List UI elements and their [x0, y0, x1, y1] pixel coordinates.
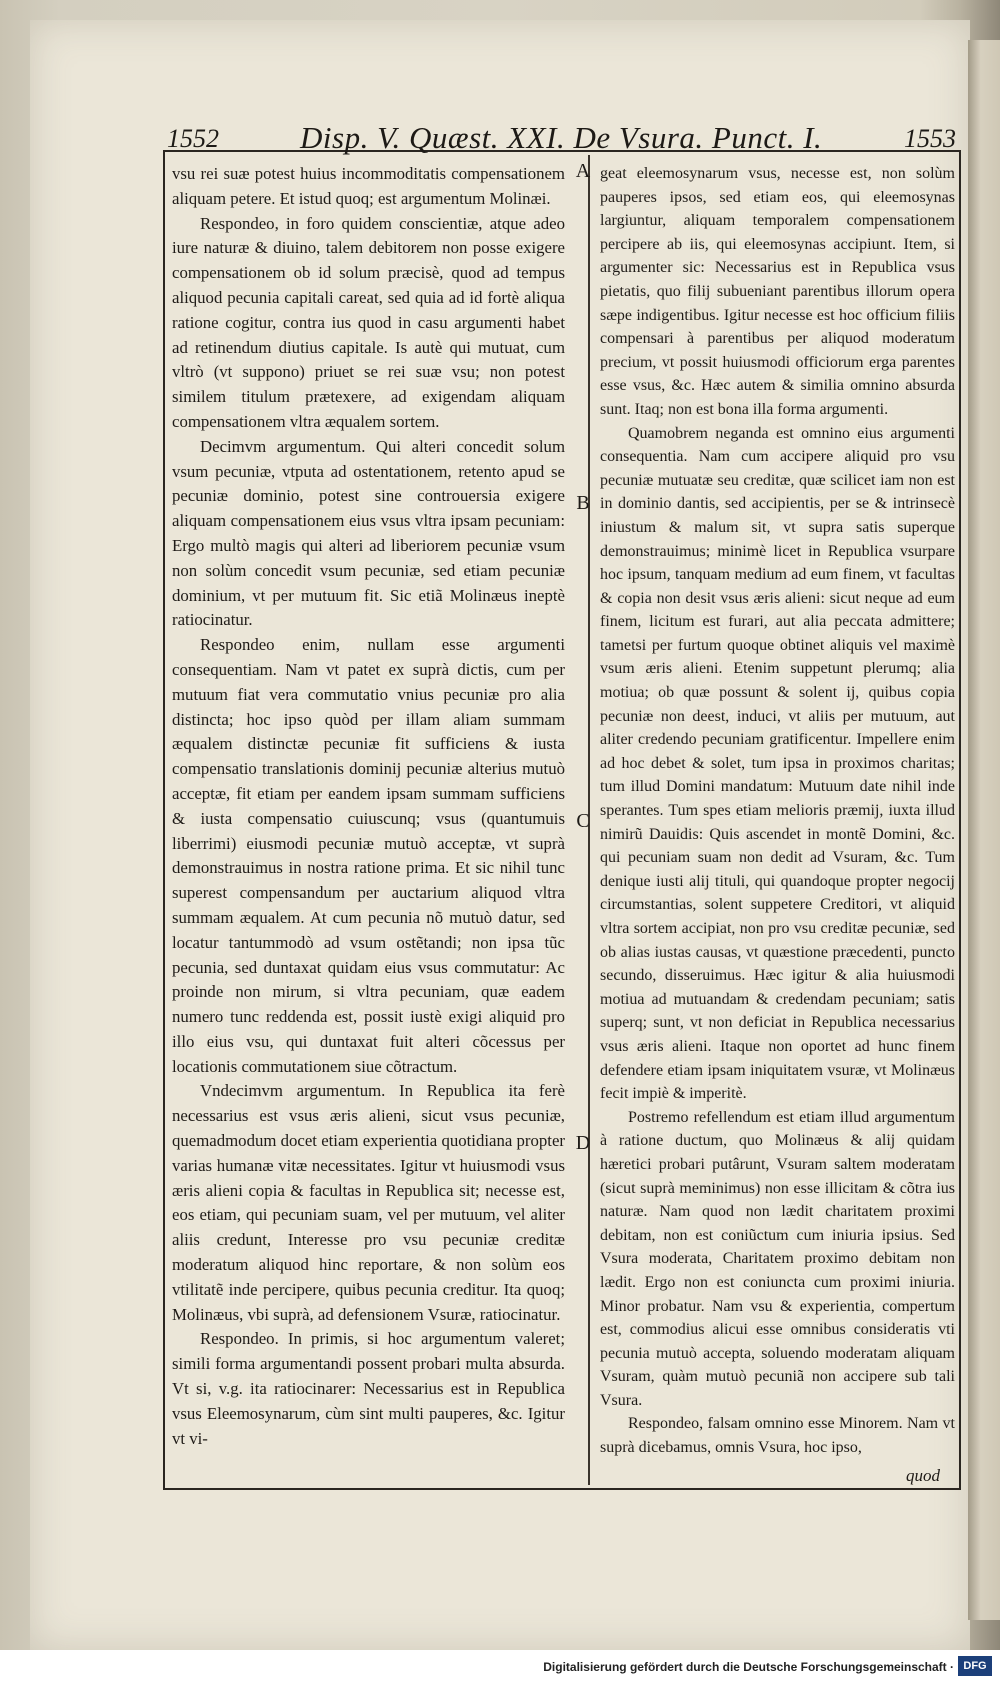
page-number-right: 1553	[904, 124, 956, 153]
margin-letter-a: A	[575, 160, 591, 182]
paragraph: Respondeo. In primis, si hoc argumentum valeret; simili forma argumentandi possent probari multa absurda. Vt si, v.g. ita ratiocinarer: Necessarius est in Republica vsus Eleemosynarum, cùm sint multi pauperes, &c. Igitur vt vi-	[172, 1329, 565, 1448]
paragraph: Vndecimvm argumentum. In Republica ita ferè necessarius est vsus æris alieni, sicut vsus pecuniæ, quemadmodum docet etiam experientia quotidiana propter varias humanæ vitæ necessitates. Igitur vt huiusmodi vsus æris alieni copia & facultas in Republica sit; necesse est, eos etiam, qui pecuniam suam, vel per mutuum, vel aliter aliis credunt, Interesse pro vsu pecuniæ creditæ moderatum aliquod hinc reportare, & non solùm eos vtilitatẽ inde percipere, quibus pecunia creditur. Ita quoq; Molinæus, vbi suprà, ad defensionem Vsuræ, ratiocinatur.	[172, 1081, 565, 1324]
paragraph: Respondeo, falsam omnino esse Minorem. Nam vt suprà dicebamus, omnis Vsura, hoc ipso,	[600, 1415, 955, 1457]
page-number-left: 1552	[167, 124, 219, 153]
right-column	[600, 162, 955, 1460]
paragraph: Decimvm argumentum. Qui alteri concedit solum vsum pecuniæ, vtputa ad ostentationem, retento apud se pecuniæ dominio, potest sine controuersia exigere aliquam compensationem eius vsus vltra ipsam pecuniam: Ergo multò magis qui alteri ad liberiorem pecuniæ vsum non solùm concedit vsum pecuniæ, sed etiam pecuniæ dominium, vt per mutuum fit. Sic etiã Molinæus ineptè ratiocinatur.	[172, 436, 565, 630]
margin-letter-b: B	[576, 492, 590, 514]
funding-notice: Digitalisierung gefördert durch die Deutsche Forschungsgemeinschaft ·	[543, 1660, 954, 1674]
catchword: quod	[906, 1466, 940, 1485]
running-header	[165, 120, 960, 156]
paragraph: Postremo refellendum est etiam illud argumentum à ratione ductum, quo Molinæus & alij quidam hæretici probari putârunt, Vsuram saltem moderatam (sicut suprà meminimus) non esse illicitam & cõtra ius naturæ. Nam quod non lædit charitatem proximi debitam, non est coniũctum cum iniuria ipsius. Sed Vsura moderata, Charitatem proximo debitam non lædit. Ergo non est coniuncta cum proximi iniuria. Minor probatur. Nam vsu & experientia, compertum est, commodius alicui esse omnibus consideratis vti pecunia mutuò accepta, soluendo moderatam aliquam Vsuram, quàm mutuò pecuniã non accipere sub tali Vsura.	[600, 1108, 955, 1409]
margin-letter-c: C	[576, 810, 590, 832]
paragraph: geat eleemosynarum vsus, necesse est, non solùm pauperes ipsos, sed etiam eos, qui eleemosynas largiuntur, aliquam temporalem compensationem percipere ab iis, qui eleemosynas accipiunt. Item, si argumenter sic: Necessarius est in Republica vsus pietatis, quo filij subueniant parentibus illorum opera sæpe indigentibus. Igitur necesse est hoc officium filiis compensari à parentibus per aliquod moderatum precium, vt possit huiusmodi officiorum erga parentes esse vsus, &c. Hæc autem & similia omnino absurda sunt. Itaq; non est bona illa forma argumenti.	[600, 165, 955, 418]
paragraph: Quamobrem neganda est omnino eius argumenti consequentia. Nam cum accipere aliquid pro vsu pecuniæ mutuatæ seu creditæ, quæ scilicet iam non est in dominio dantis, sed accipientis, per se & intrinsecè iniustum & malum sit, vt supra satis superque demonstrauimus; minimè licet in Republica vsurpare hoc ipsum, tanquam medium ad eum finem, vt facultas & copia non desit vsus æris alieni: sicut neque ad eum finem, licitum est furari, aut alia peccata admittere; tametsi per furtum quoque obtinet aliquis vel maximè vsum æris alieni. Etenim suppetunt plerumq; alia motiua; ob quæ possunt & solent ij, quibus copia pecuniæ non deest, induci, vt aliis per mutuum, aut aliter credendo pecuniam gratificentur. Impellere enim ad hoc debet & solet, tum ipsa in proximos charitas; tum illud Domini mandatum: Mutuum date nihil inde sperantes. Tum spes etiam melioris præmij, iuxta illud nimirũ Dauidis: Quis ascendet in montẽ Domini, &c. qui pecuniam suam non dedit ad Vsuram, &c. Tum denique iusti alij tituli, qui quandoque propter negocij circumstantias, solent suppetere Creditori, vt aliquid vltra sortem accipiat, non pro vsu creditæ pecuniæ, sed ob alias iustas causas, vt quæstione præcedenti, puncto secundo, disseruimus. Hæc igitur & alia huiusmodi motiua ad mutuandam & credendam pecuniam; satis superq; sunt, vt non deficiat in Republica necessarius vsus æris alieni. Itaque non oportet ad hunc finem defendere etiam ipsam iniquitatem vsuræ, vt Molinæus fecit impiè & imperitè.	[600, 424, 955, 1103]
margin-letter-d: D	[575, 1132, 591, 1154]
dfg-logo: DFG	[958, 1656, 992, 1676]
paragraph: Respondeo, in foro quidem conscientiæ, atque adeo iure naturæ & diuino, talem debitorem non posse exigere compensationem ob id solum præcisè, quod ad tempus aliquod pecunia capitali careat, sed quia ad id fortè aliqua ratione cogitur, contra ius quod in casu argumenti habet ad retinendum diutius capitale. Is autè qui mutuat, cum vltrò (vt suppono) priuet se rei suæ vsu; non potest similem titulum prætexere, ad exigendam aliquam compensationem vltra æqualem sortem.	[172, 213, 565, 431]
page-edge	[968, 40, 1000, 1620]
running-title: Disp. V. Quæst. XXI. De Vsura. Punct. I.	[300, 120, 823, 155]
left-column	[172, 162, 565, 1451]
paragraph: vsu rei suæ potest huius incommoditatis compensationem aliquam petere. Et istud quoq; est argumentum Molinæi.	[172, 164, 565, 208]
paragraph: Respondeo enim, nullam esse argumenti consequentiam. Nam vt patet ex suprà dictis, cum per mutuum fiat vera commutatio vnius pecuniæ pro alia distincta; hoc ipso quòd per illam aliam summam æqualem distinctæ pecuniæ fit sufficiens & iusta compensatio translationis dominij pecuniæ alterius mutuò acceptæ, fit etiam per eandem ipsam summam sufficiens & iusta compensatio cuiuscunq; vsus (quantumuis liberrimi) eiusmodi pecuniæ mutuò acceptæ, vt suprà demonstrauimus in nostra ratione prima. Et sic nihil tunc superest compensandum per auctarium aliquod vltra summam æqualem. At cum pecunia nõ mutuò datur, sed locatur tantummodò ad vsum ostẽtandi; non ipsa tũc pecunia, sed duntaxat quidam eius vsus commutatur: Ac proinde non mirum, si vltra pecuniam, quæ eadem numero tunc reddenda est, possit iustè exigi aliquid pro illo eius vsu, qui duntaxat fuit alteri cõcessus per locationis commutationem siue cõtractum.	[172, 635, 565, 1076]
